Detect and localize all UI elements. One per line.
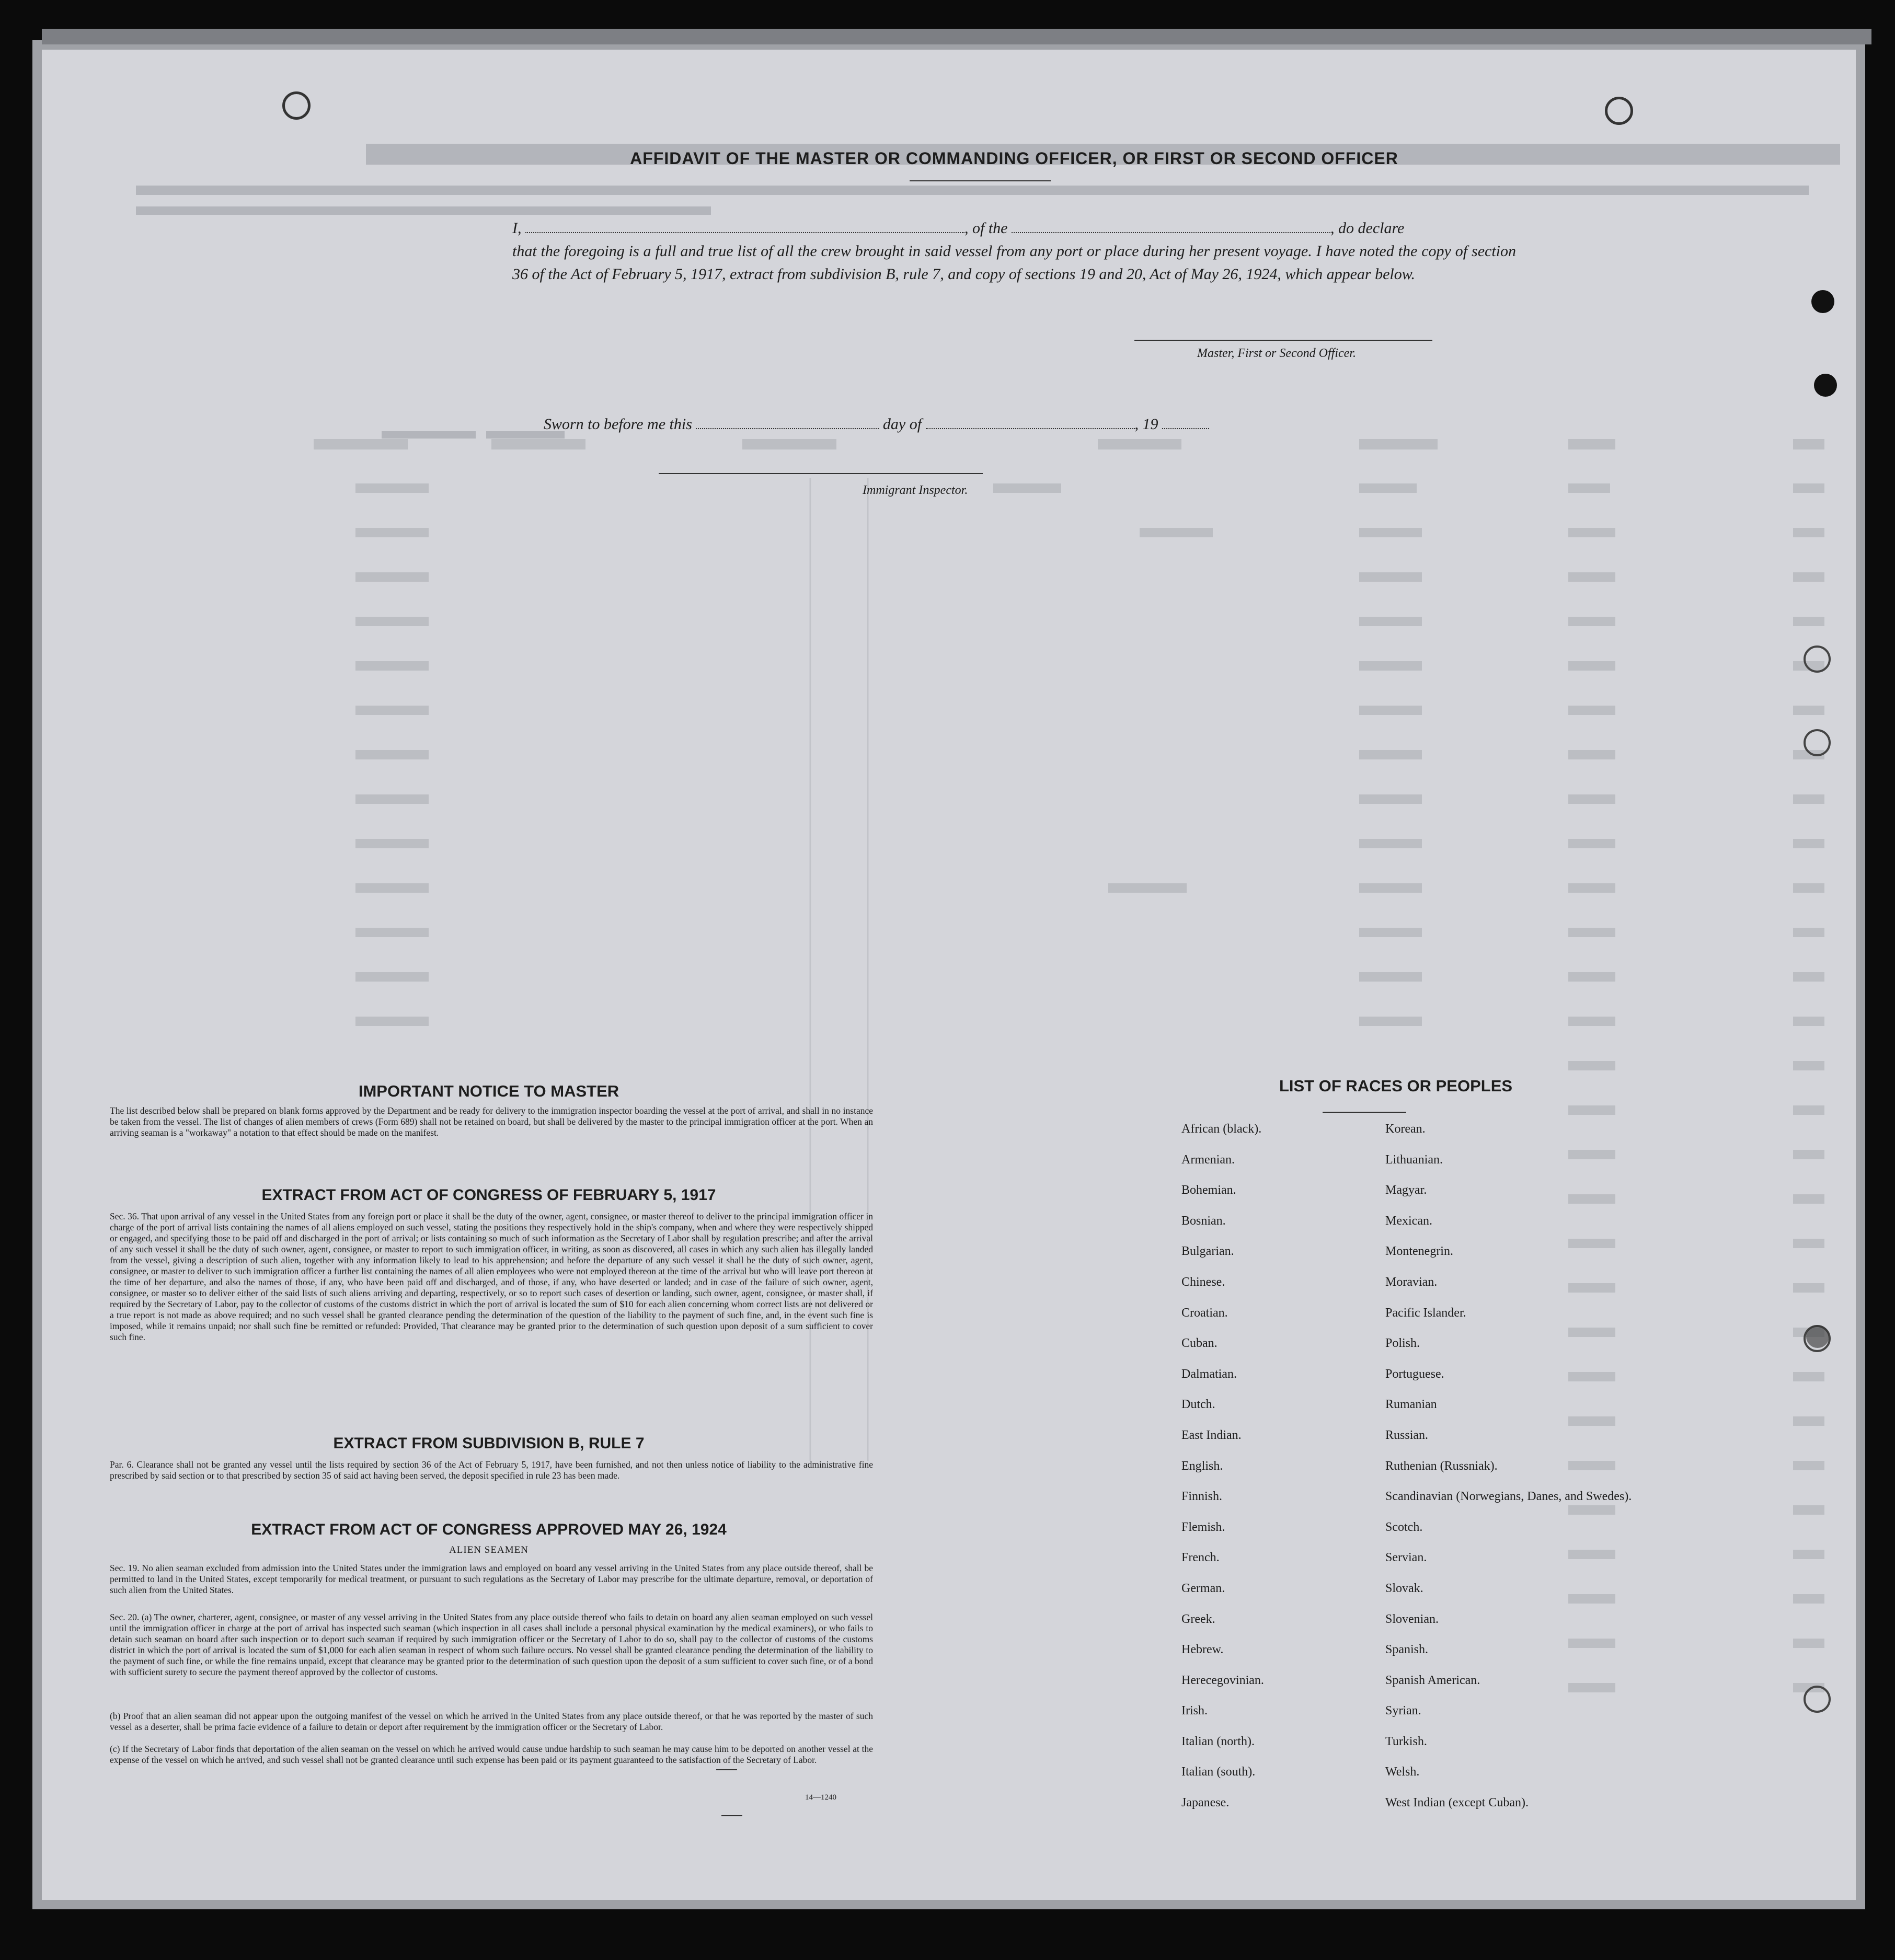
races-title-rule: [1323, 1112, 1406, 1113]
race-item: English.: [1181, 1459, 1223, 1473]
race-item: Dutch.: [1181, 1398, 1215, 1412]
declarant-label: I,: [512, 220, 522, 237]
race-item: Spanish American.: [1385, 1673, 1480, 1687]
punch-hole-ring: [1804, 729, 1831, 756]
declare-label: , do declare: [1330, 220, 1405, 237]
race-item: Dalmatian.: [1181, 1367, 1237, 1381]
race-item: Flemish.: [1181, 1520, 1225, 1534]
race-item: Italian (north).: [1181, 1734, 1255, 1748]
race-item: Lithuanian.: [1385, 1152, 1443, 1167]
extract-1917-text: Sec. 36. That upon arrival of any vessel in the United States from any foreign port or place it shall be the duty of the owner, agent, consignee, or master thereof to deliver to the principal immigration officer in charge of the port of arrival lists containing the names of all aliens employed on such vessel, stating the positions they respectively hold in the ship's company, when and where they were respectively shipped or engaged, and specifying those to be paid off and discharged in the port of arrival; or lists containing so much of such information as the Secretary of Labor shall by regulation prescribe; and after the arrival of any such vessel it shall be the duty of such owner, agent, consignee, or master to report to such immigration officer, in writing, as soon as discovered, all cases in which any such alien has illegally landed from the vessel, giving a description of such alien, together with any information likely to lead to his apprehension; and before the departure of any such vessel it shall be the duty of such owner, agent, consignee, or master to deliver to such immigration officer a further list containing the names of all alien employees who were not employed thereon at the time of the arrival but who will leave port thereon at the time of her departure, and also the names of those, if any, who have been paid off and discharged, and of those, if any, who have deserted or landed; and in case of the failure of such owner, agent, consignee, or master so to deliver either of the said lists of such aliens arriving and departing, respectively, or so to report such cases of desertion or landing, such owner, agent, consignee, or master shall, if required by the Secretary of Labor, pay to the collector of customs of the customs district in which the port of arrival is located the sum of $10 for each alien concerning whom correct lists are not delivered or a true report is not made as above required; and no such vessel shall be granted clearance pending the determination of the question of the liability to the payment of such fine, and, in the event such fine is imposed, while it remains unpaid; nor shall such fine be remitted or refunded: Provided, That clearance may be granted prior to the determination of such question upon deposit of a sum sufficient to cover such fine.: [110, 1211, 873, 1342]
race-item: Scotch.: [1385, 1520, 1423, 1534]
extract-1924-title: EXTRACT FROM ACT OF CONGRESS APPROVED MAY 26, 1924: [251, 1521, 727, 1538]
races-left-column: [1181, 1121, 1264, 1826]
bottom-rule: [721, 1815, 742, 1816]
race-item: Herecegovinian.: [1181, 1673, 1264, 1687]
races-title: LIST OF RACES OR PEOPLES: [1279, 1077, 1513, 1095]
notice-title: IMPORTANT NOTICE TO MASTER: [358, 1082, 619, 1100]
inspector-signature-label: Immigrant Inspector.: [863, 483, 968, 497]
race-item: Slovenian.: [1385, 1612, 1439, 1626]
master-signature-line[interactable]: [1134, 340, 1432, 341]
race-item: Korean.: [1385, 1122, 1426, 1136]
document-page: [42, 50, 1856, 1900]
sec20a-text: Sec. 20. (a) The owner, charterer, agent, consignee, or master of any vessel arriving in the United States from any place outside thereof who fails to detain on board any alien seaman employed on such vessel until the immigration officer in charge at the port of arrival has inspected such seaman (which inspection in all cases shall include a personal physical examination by the medical examiners), or who fails to detain such seaman on board after such inspection or to deport such seaman if required by such immigration officer or the Secretary of Labor to do so, shall pay to the collector of customs of the customs district in which the port of arrival is located the sum of $1,000 for each alien seaman in respect of whom such failure occurs. No vessel shall be granted clearance pending the determination of the liability to the payment of such fine, or while the fine remains unpaid, except that clearance may be granted prior to the determination of such question upon the deposit of a sum sufficient to cover such fine, or of a bond with sufficient surety to secure the payment thereof approved by the collector of customs.: [110, 1612, 873, 1677]
race-item: Japanese.: [1181, 1796, 1230, 1810]
race-item: Montenegrin.: [1385, 1244, 1453, 1259]
sec20c-text: (c) If the Secretary of Labor finds that deportation of the alien seaman on the vessel on which he arrived would cause undue hardship to such seaman he may cause him to be deported on another vessel at the expense of the vessel on which he arrived, and such vessel shall not be granted clearance until such expense has been paid or its payment guaranteed to the satisfaction of the Secretary of Labor.: [110, 1744, 873, 1765]
race-item: Rumanian: [1385, 1398, 1437, 1412]
race-item: West Indian (except Cuban).: [1385, 1796, 1529, 1810]
punch-hole-ring: [282, 91, 311, 120]
race-item: Welsh.: [1385, 1765, 1420, 1779]
sec19-text: Sec. 19. No alien seaman excluded from admission into the United States under the immigration laws and employed on board any vessel arriving in the United States from any place outside thereof, shall be permitted to land in the United States, except temporarily for medical treatment, or pursuant to such regulations as the Secretary of Labor may prescribe for the ultimate departure, removal, or deportation of such alien from the United States.: [110, 1563, 873, 1595]
sworn-line: [544, 416, 1209, 433]
punch-hole-ring: [1605, 97, 1633, 125]
vessel-name-field[interactable]: [1012, 220, 1330, 233]
race-item: German.: [1181, 1581, 1225, 1595]
race-item: Pacific Islander.: [1385, 1306, 1466, 1320]
notice-text: The list described below shall be prepared on blank forms approved by the Department and be ready for delivery to the immigration inspector boarding the vessel at the port of arrival, and shall in no instance be taken from the vessel. The list of changes of alien members of crews (Form 689) shall not be retained on board, but shall be delivered by the master to the principal immigration officer at the port. When an arriving seaman is a "workaway" a notation to that effect should be made on the manifest.: [110, 1105, 873, 1138]
alien-seamen-subtitle: ALIEN SEAMEN: [449, 1544, 529, 1555]
sworn-year-field[interactable]: [1162, 416, 1209, 429]
race-item: Mexican.: [1385, 1214, 1432, 1228]
form-number: 14—1240: [805, 1793, 836, 1802]
sworn-month-field[interactable]: [926, 416, 1135, 429]
of-the-label: , of the: [964, 220, 1008, 237]
race-item: Italian (south).: [1181, 1765, 1256, 1779]
race-item: Syrian.: [1385, 1704, 1421, 1718]
race-item: Croatian.: [1181, 1306, 1228, 1320]
punch-hole: [1811, 290, 1834, 313]
race-item: Russian.: [1385, 1428, 1429, 1442]
declaration-text: that the foregoing is a full and true list of all the crew brought in said vessel from any port or place during her present voyage. I have noted the copy of section 36 of the Act of February 5, 1917, extract from subdivision B, rule 7, and copy of sections 19 and 20, Act of May 26, 1924, which appear below.: [512, 243, 1516, 283]
race-item: Portuguese.: [1385, 1367, 1444, 1381]
title-rule: [910, 180, 1051, 181]
race-item: Magyar.: [1385, 1183, 1427, 1197]
year-label: , 19: [1134, 416, 1158, 433]
race-item: Chinese.: [1181, 1275, 1225, 1289]
sworn-label: Sworn to before me this: [544, 416, 692, 433]
declaration-line: [512, 217, 1516, 240]
race-item: East Indian.: [1181, 1428, 1242, 1442]
races-right-column: [1385, 1121, 1632, 1826]
extract-1917-title: EXTRACT FROM ACT OF CONGRESS OF FEBRUARY 5, 1917: [261, 1186, 716, 1204]
rule7-title: EXTRACT FROM SUBDIVISION B, RULE 7: [333, 1435, 645, 1452]
top-edge: [42, 29, 1871, 44]
race-item: Spanish.: [1385, 1643, 1429, 1657]
race-item: Slovak.: [1385, 1581, 1423, 1595]
race-item: Bosnian.: [1181, 1214, 1226, 1228]
race-item: Scandinavian (Norwegians, Danes, and Swedes).: [1385, 1490, 1632, 1504]
sworn-day-field[interactable]: [696, 416, 879, 429]
inspector-signature-line[interactable]: [659, 473, 983, 474]
race-item: Polish.: [1385, 1336, 1420, 1351]
bottom-rule: [716, 1769, 737, 1770]
race-item: Hebrew.: [1181, 1643, 1224, 1657]
race-item: Finnish.: [1181, 1490, 1223, 1504]
day-of-label: day of: [882, 416, 922, 433]
rule7-text: Par. 6. Clearance shall not be granted any vessel until the lists required by section 36 of the Act of February 5, 1917, have been furnished, and not then unless notice of liability to the administrative fine prescribed by said section or to that prescribed by section 35 of said act having been served, the deposit specified in rule 23 has been made.: [110, 1459, 873, 1481]
race-item: African (black).: [1181, 1122, 1262, 1136]
race-item: Servian.: [1385, 1551, 1427, 1565]
affidavit-body: [512, 217, 1516, 286]
declarant-name-field[interactable]: [525, 220, 964, 233]
punch-hole-ring: [1804, 645, 1831, 673]
race-item: Turkish.: [1385, 1734, 1427, 1748]
race-item: Cuban.: [1181, 1336, 1218, 1351]
race-item: Greek.: [1181, 1612, 1215, 1626]
sec20b-text: (b) Proof that an alien seaman did not appear upon the outgoing manifest of the vessel on which he arrived in the United States from any place outside thereof, or that he was reported by the master of such vessel as a deserter, shall be prima facie evidence of a failure to detain or deport after requirement by the immigration officer or the Secretary of Labor.: [110, 1711, 873, 1732]
race-item: Moravian.: [1385, 1275, 1438, 1289]
race-item: Bohemian.: [1181, 1183, 1236, 1197]
affidavit-title: AFFIDAVIT OF THE MASTER OR COMMANDING OFFICER, OR FIRST OR SECOND OFFICER: [630, 149, 1398, 168]
race-item: Irish.: [1181, 1704, 1208, 1718]
punch-hole: [1814, 374, 1837, 397]
race-item: Armenian.: [1181, 1152, 1235, 1167]
master-signature-label: Master, First or Second Officer.: [1197, 347, 1356, 360]
punch-hole: [1806, 1325, 1829, 1348]
race-item: Bulgarian.: [1181, 1244, 1234, 1259]
race-item: Ruthenian (Russniak).: [1385, 1459, 1498, 1473]
race-item: French.: [1181, 1551, 1220, 1565]
punch-hole-ring: [1804, 1686, 1831, 1713]
